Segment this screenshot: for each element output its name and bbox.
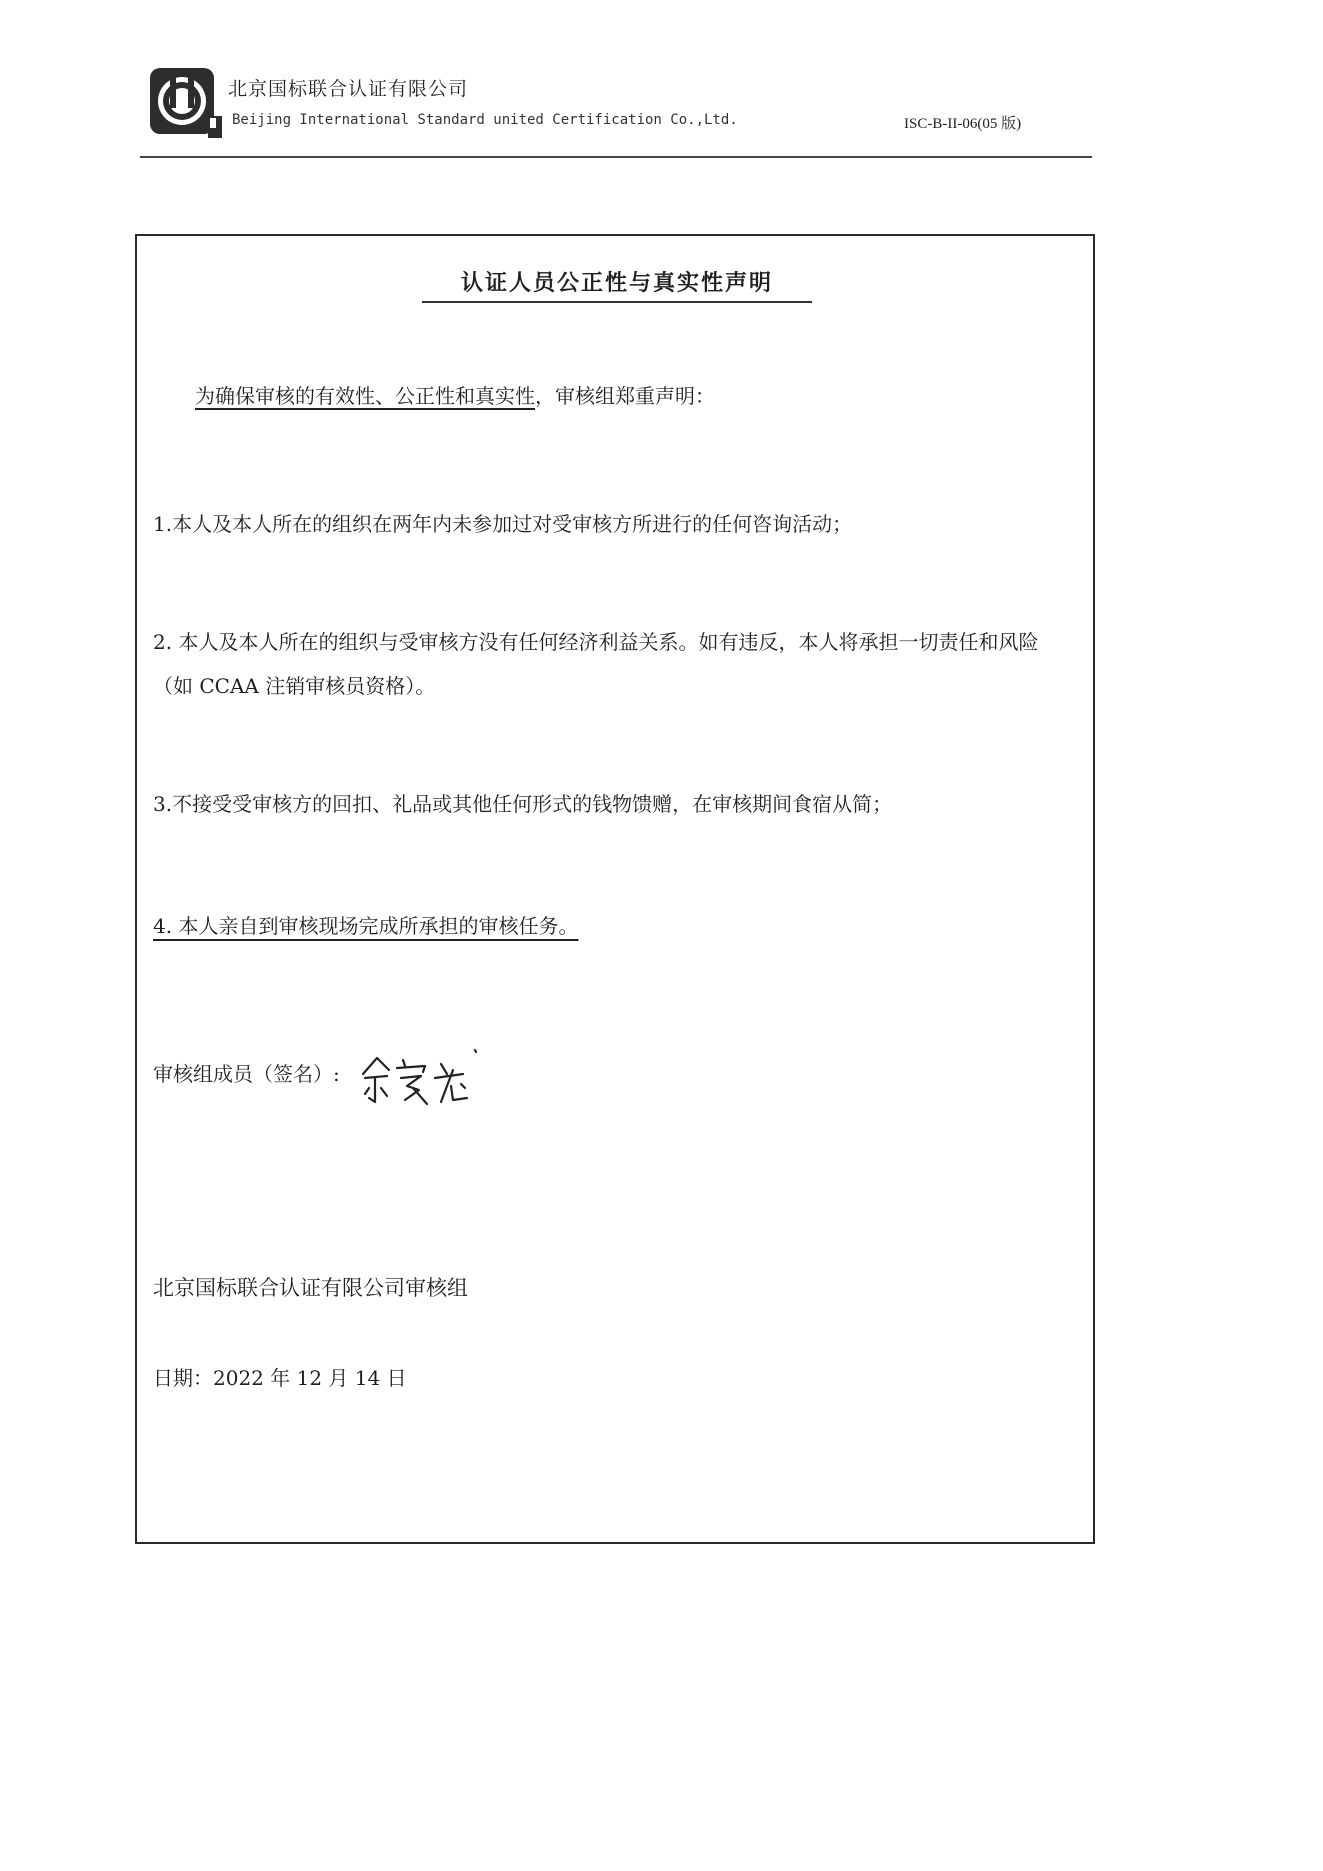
document-header xyxy=(140,58,1090,158)
declaration-frame xyxy=(135,234,1095,1544)
declaration-title: 认证人员公正性与真实性声明 xyxy=(422,266,812,303)
intro-statement xyxy=(195,380,715,409)
header-divider xyxy=(140,156,1092,158)
company-name-cn: 北京国标联合认证有限公司 xyxy=(228,78,469,100)
intro-rest-text: ，审核组郑重声明： xyxy=(535,384,715,408)
document-code: ISC-B-II-06(05 版) xyxy=(904,116,1022,132)
declaration-item-1: 1.本人及本人所在的组织在两年内未参加过对受审核方所进行的任何咨询活动； xyxy=(153,512,853,536)
declaration-item-2: 2. 本人及本人所在的组织与受审核方没有任何经济利益关系。如有违反，本人将承担一切责任和风险（如 CCAA 注销审核员资格）。 xyxy=(153,630,1039,698)
declaration-item-3: 3.不接受受审核方的回扣、礼品或其他任何形式的钱物馈赠，在审核期间食宿从简； xyxy=(153,792,893,816)
handwritten-signature xyxy=(355,1044,495,1114)
intro-underlined-text: 为确保审核的有效性、公正性和真实性 xyxy=(195,384,535,408)
signature-label: 审核组成员（签名）: xyxy=(153,1062,340,1086)
declaration-date: 日期：2022 年 12 月 14 日 xyxy=(153,1366,407,1390)
company-logo-icon xyxy=(148,64,224,144)
company-name-en: Beijing International Standard united Certification Co.,Ltd. xyxy=(232,112,738,128)
audit-team-organization: 北京国标联合认证有限公司审核组 xyxy=(153,1276,468,1300)
declaration-item-4: 4. 本人亲自到审核现场完成所承担的审核任务。 xyxy=(153,914,579,938)
